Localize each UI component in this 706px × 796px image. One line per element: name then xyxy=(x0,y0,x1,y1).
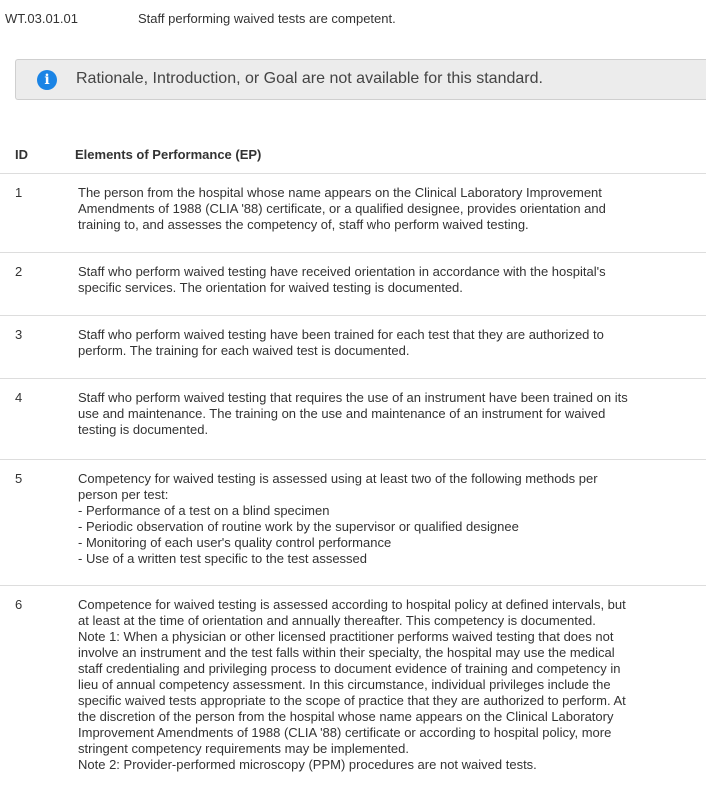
column-header-ep: Elements of Performance (EP) xyxy=(75,147,262,162)
ep-id: 2 xyxy=(15,264,23,279)
ep-id: 4 xyxy=(15,390,23,405)
ep-text: Competency for waived testing is assessed using at least two of the following methods per person per test: - Performance of a test on a blind specimen - Periodic observation of routine work by the supervisor or qualified designee - Monitoring of each user's quality control performance - Use of a written test specific to the test assessed xyxy=(78,471,598,566)
ep-id: 5 xyxy=(15,471,23,486)
ep-text: Staff who perform waived testing that requires the use of an instrument have been trained on its use and maintenance. The training on the use and maintenance of an instrument for waived testing is documented. xyxy=(78,390,628,437)
ep-text: Staff who perform waived testing have been trained for each test that they are authorized to perform. The training for each waived test is documented. xyxy=(78,327,604,358)
ep-text: The person from the hospital whose name appears on the Clinical Laboratory Improvement Amendments of 1988 (CLIA '88) certificate, or a qualified designee, provides orientation and training to, and assesses the competency of, staff who perform waived testing. xyxy=(78,185,606,232)
ep-id: 3 xyxy=(15,327,23,342)
ep-table xyxy=(0,135,706,796)
info-notice xyxy=(15,59,706,100)
standard-id: WT.03.01.01 xyxy=(5,11,78,26)
ep-id: 1 xyxy=(15,185,23,200)
table-row xyxy=(0,253,706,316)
standard-title: Staff performing waived tests are competent. xyxy=(138,11,396,26)
ep-text: Staff who perform waived testing have received orientation in accordance with the hospital's specific services. The orientation for waived testing is documented. xyxy=(78,264,606,295)
standard-header xyxy=(5,11,705,29)
ep-id: 6 xyxy=(15,597,23,612)
table-row xyxy=(0,460,706,586)
table-row xyxy=(0,586,706,796)
column-header-id: ID xyxy=(15,147,28,162)
table-row xyxy=(0,174,706,253)
ep-text: Competence for waived testing is assessed according to hospital policy at defined intervals, but at least at the time of orientation and annually thereafter. This competency is documented. Note 1: When a physician or other licensed practitioner performs waived testing that does not involve an instrument and the test falls within their specialty, the hospital may use the medical staff credentialing and privileging process to document evidence of training and competency in lieu of annual competency assessment. In this circumstance, individual privileges include the specific waived tests appropriate to the scope of practice that they are authorized to perform. At the discretion of the person from the hospital whose name appears on the Clinical Laboratory Improvement Amendments of 1988 (CLIA '88) certificate or according to hospital policy, more stringent competency requirements may be implemented. Note 2: Provider-performed microscopy (PPM) procedures are not waived tests. xyxy=(78,597,626,772)
notice-text: Rationale, Introduction, or Goal are not available for this standard. xyxy=(76,70,543,87)
table-row xyxy=(0,379,706,460)
table-header xyxy=(0,135,706,174)
table-row xyxy=(0,316,706,379)
info-icon: i xyxy=(37,70,57,90)
